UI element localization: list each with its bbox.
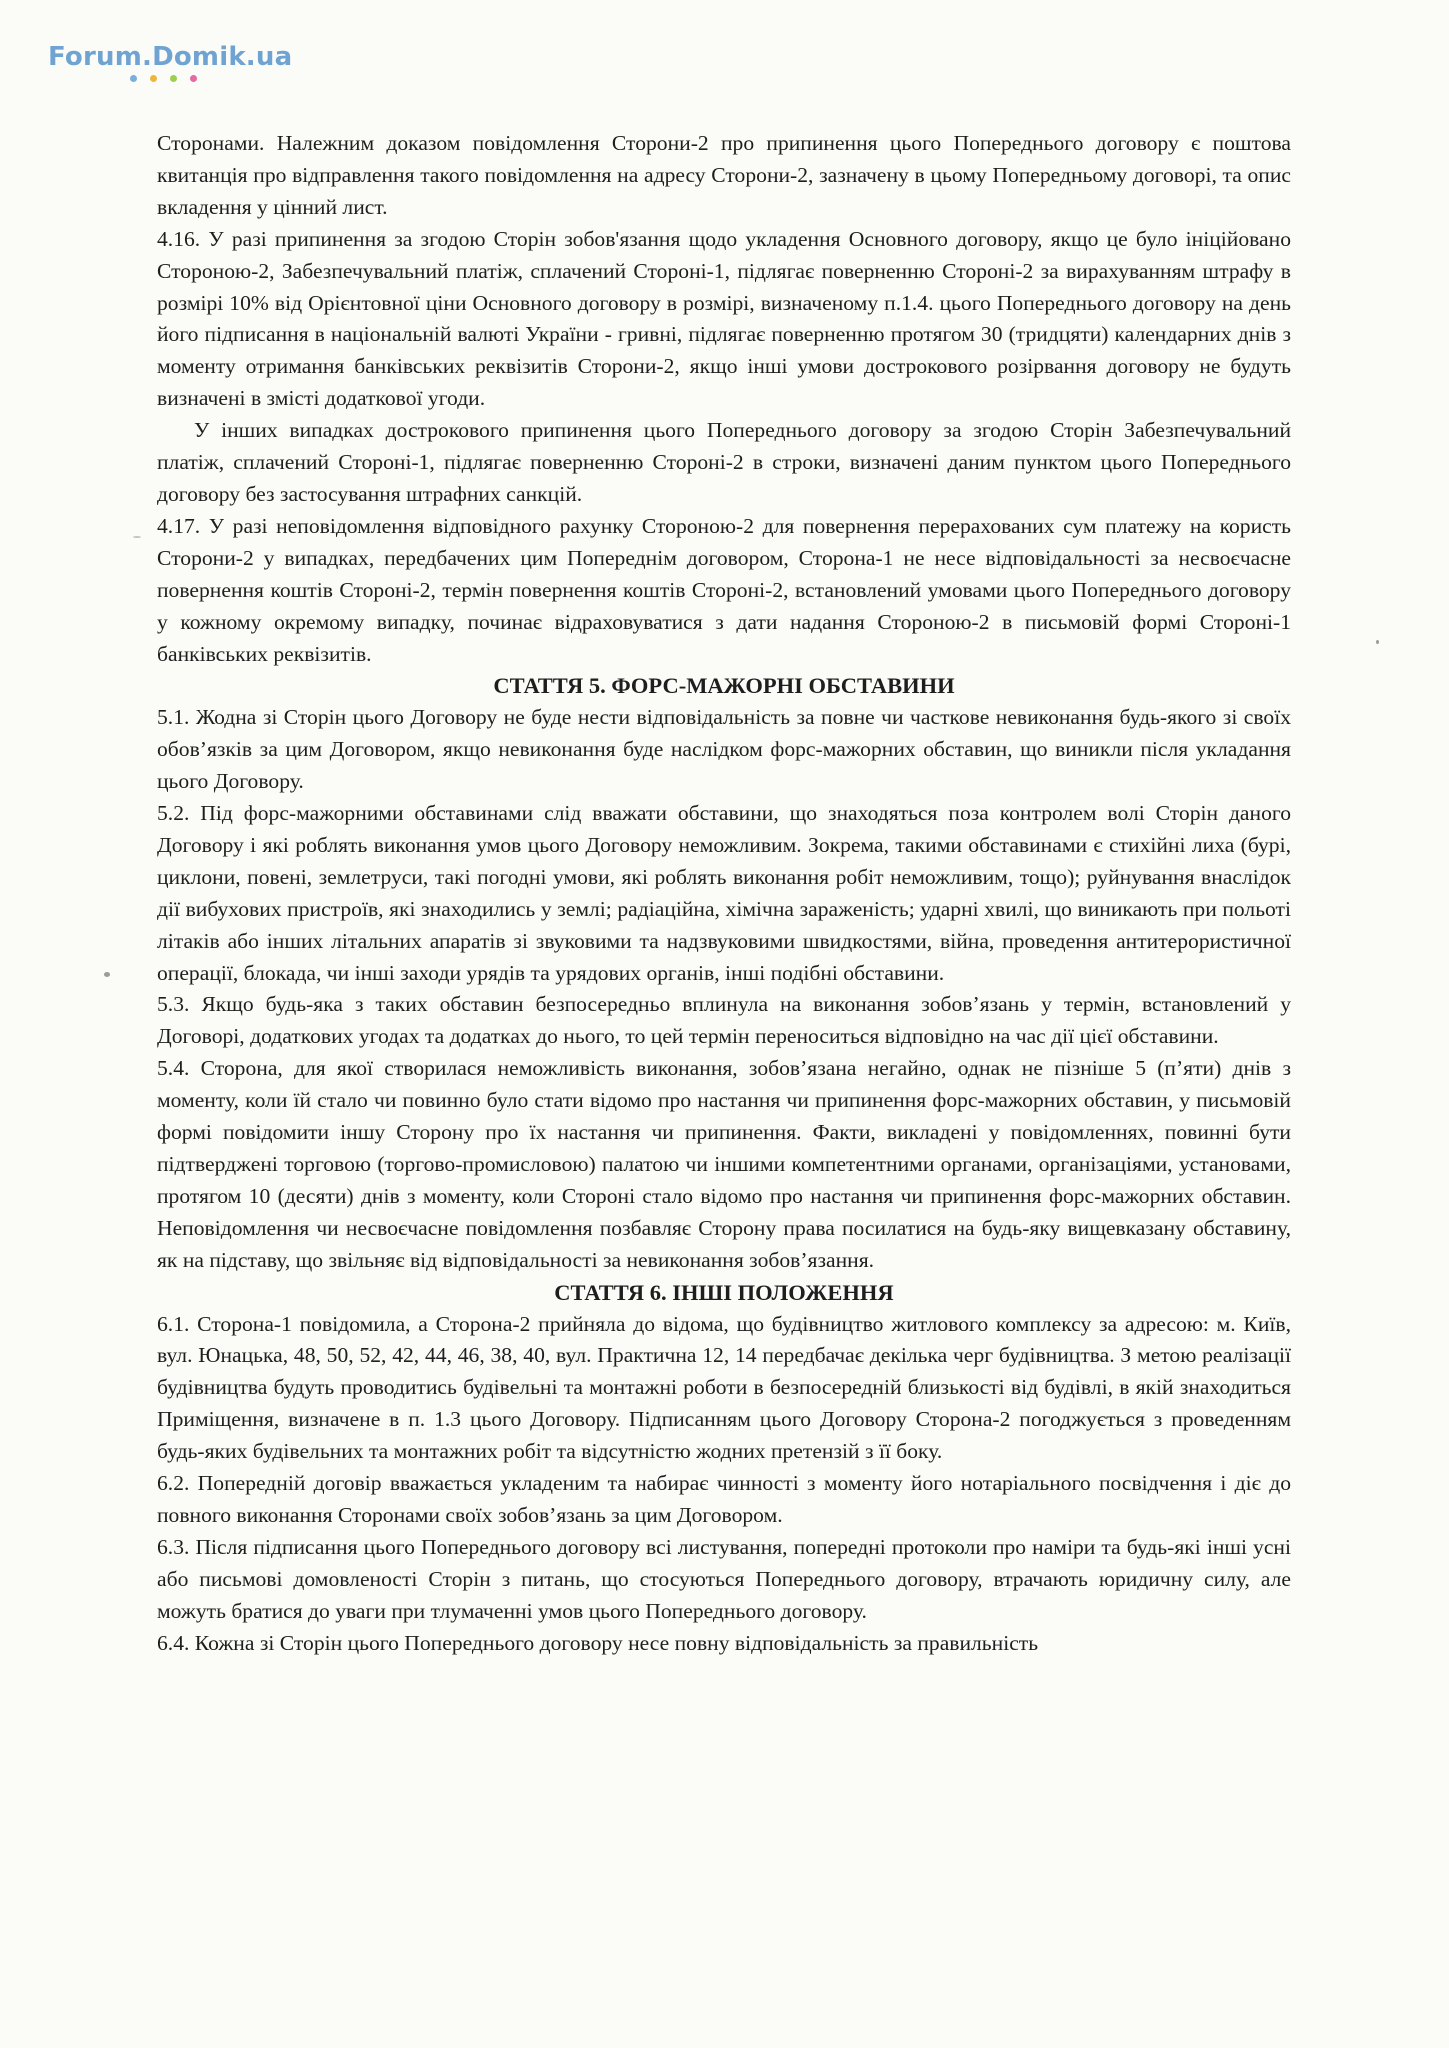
paragraph-4-17: 4.17. У разі неповідомлення відповідного рахунку Стороною-2 для повернення перерахованих сум платежу на користь Сторони-2 у випадках, передбачених цим Попереднім договором, Сторона-1 не несе відповідальності за несвоєчасне повернення коштів Стороні-2, термін повернення коштів Стороні-2, встановлений умовами цього Попереднього договору у кожному окремому випадку, починає відраховуватися з дати надання Стороною-2 в письмовій формі Стороні-1 банківських реквізитів. bbox=[157, 513, 1291, 666]
scan-speck bbox=[133, 536, 141, 538]
scan-speck bbox=[104, 972, 110, 977]
watermark-dot bbox=[150, 75, 157, 82]
paragraph-5-1: 5.1. Жодна зі Сторін цього Договору не буде нести відповідальність за повне чи часткове невиконання будь-якого зі своїх обов’язків за цим Договором, якщо невиконання буде наслідком форс-мажорних обставин, що виникли після укладання цього Договору. bbox=[157, 705, 1291, 794]
watermark-dot bbox=[170, 75, 177, 82]
watermark-dots bbox=[130, 75, 308, 82]
watermark-text: Forum.Domik.ua bbox=[48, 42, 293, 72]
section-heading-6: СТАТТЯ 6. ІНШІ ПОЛОЖЕННЯ bbox=[554, 1279, 894, 1305]
paragraph-4-16-other-cases: У інших випадках дострокового припинення цього Попереднього договору за згодою Сторін Забезпечувальний платіж, сплачений Стороні-1, підлягає поверненню Стороні-2 в строки, визначені даним пунктом цього Попереднього договору без застосування штрафних санкцій. bbox=[157, 418, 1291, 506]
watermark-dot bbox=[130, 75, 137, 82]
section-heading-5: СТАТТЯ 5. ФОРС-МАЖОРНІ ОБСТАВИНИ bbox=[493, 673, 955, 699]
paragraph-5-4: 5.4. Сторона, для якої створилася неможливість виконання, зобов’язана негайно, однак не пізніше 5 (п’яти) днів з моменту, коли їй стало чи повинно було стати відомо про настання чи припинення форс-мажорних обставин, у письмовій формі повідомити іншу Сторону про їх настання чи припинення. Факти, викладені у повідомленнях, повинні бути підтверджені торговою (торгово-промисловою) палатою чи іншими компетентними органами, організаціями, установами, протягом 10 (десяти) днів з моменту, коли Стороні стало відомо про настання чи припинення форс-мажорних обставин. Неповідомлення чи несвоєчасне повідомлення позбавляє Сторону права посилатися на будь-яку вищевказану обставину, як на підставу, що звільняє від відповідальності за невиконання зобов’язання. bbox=[157, 1056, 1291, 1272]
paragraph-continuation: Сторонами. Належним доказом повідомлення Сторони-2 про припинення цього Попереднього договору є поштова квитанція про відправлення такого повідомлення на адресу Сторони-2, зазначену в цьому Попередньому договорі, та опис вкладення у цінний лист. bbox=[157, 131, 1291, 219]
paragraph-6-2: 6.2. Попередній договір вважається укладеним та набирає чинності з моменту його нотаріального посвідчення і діє до повного виконання Сторонами своїх зобов’язань за цим Договором. bbox=[157, 1471, 1291, 1527]
paragraph-6-1: 6.1. Сторона-1 повідомила, а Сторона-2 прийняла до відома, що будівництво житлового комплексу за адресою: м. Київ, вул. Юнацька, 48, 50, 52, 42, 44, 46, 38, 40, вул. Практична 12, 14 передбачає декілька черг будівництва. З метою реалізації будівництва будуть проводитись будівельні та монтажні роботи в безпосередній близькості від будівлі, в якій знаходиться Приміщення, визначене в п. 1.3 цього Договору. Підписанням цього Договору Сторона-2 погоджується з проведенням будь-яких будівельних та монтажних робіт та відсутністю жодних претензій з її боку. bbox=[157, 1311, 1291, 1464]
scan-speck bbox=[1376, 640, 1379, 644]
paragraph-5-2: 5.2. Під форс-мажорними обставинами слід вважати обставини, що знаходяться поза контролем волі Сторін даного Договору і які роблять виконання умов цього Договору неможливим. Зокрема, такими обставинами є стихійні лиха (бурі, циклони, повені, землетруси, такі погодні умови, які роблять виконання робіт неможливим, тощо); руйнування внаслідок дії вибухових пристроїв, які знаходились у землі; радіаційна, хімічна зараженість; ударні хвилі, що виникають при польоті літаків або інших літальних апаратів зі звуковими та надзвуковими швидкостями, війна, проведення антитерористичної операції, блокада, чи інші заходи урядів та урядових органів, інші подібні обставини. bbox=[157, 801, 1291, 985]
watermark-dot bbox=[190, 75, 197, 82]
forum-watermark bbox=[48, 42, 308, 92]
paragraph-6-4: 6.4. Кожна зі Сторін цього Попереднього договору несе повну відповідальність за правильність bbox=[157, 1630, 1039, 1655]
paragraph-4-16: 4.16. У разі припинення за згодою Сторін зобов'язання щодо укладення Основного договору, якщо це було ініційовано Стороною-2, Забезпечувальний платіж, сплачений Стороні-1, підлягає поверненню Стороні-2 за вирахуванням штрафу в розмірі 10% від Орієнтовної ціни Основного договору в розмірі, визначеному п.1.4. цього Попереднього договору на день його підписання в національній валюті України - гривні, підлягає поверненню протягом 30 (тридцяти) календарних днів з моменту отримання банківських реквізитів Сторони-2, якщо інші умови дострокового розірвання договору не будуть визначені в змісті додаткової угоди. bbox=[157, 226, 1291, 411]
document-page bbox=[157, 128, 1291, 1660]
paragraph-6-3: 6.3. Після підписання цього Попереднього договору всі листування, попередні протоколи про наміри та будь-які інші усні або письмові домовленості Сторін з питань, що стосуються Попереднього договору, втрачають юридичну силу, але можуть братися до уваги при тлумаченні умов цього Попереднього договору. bbox=[157, 1534, 1291, 1623]
paragraph-5-3: 5.3. Якщо будь-яка з таких обставин безпосередньо вплинула на виконання зобов’язань у термін, встановлений у Договорі, додаткових угодах та додатках до нього, то цей термін переноситься відповідно на час дії цієї обставини. bbox=[157, 992, 1291, 1049]
